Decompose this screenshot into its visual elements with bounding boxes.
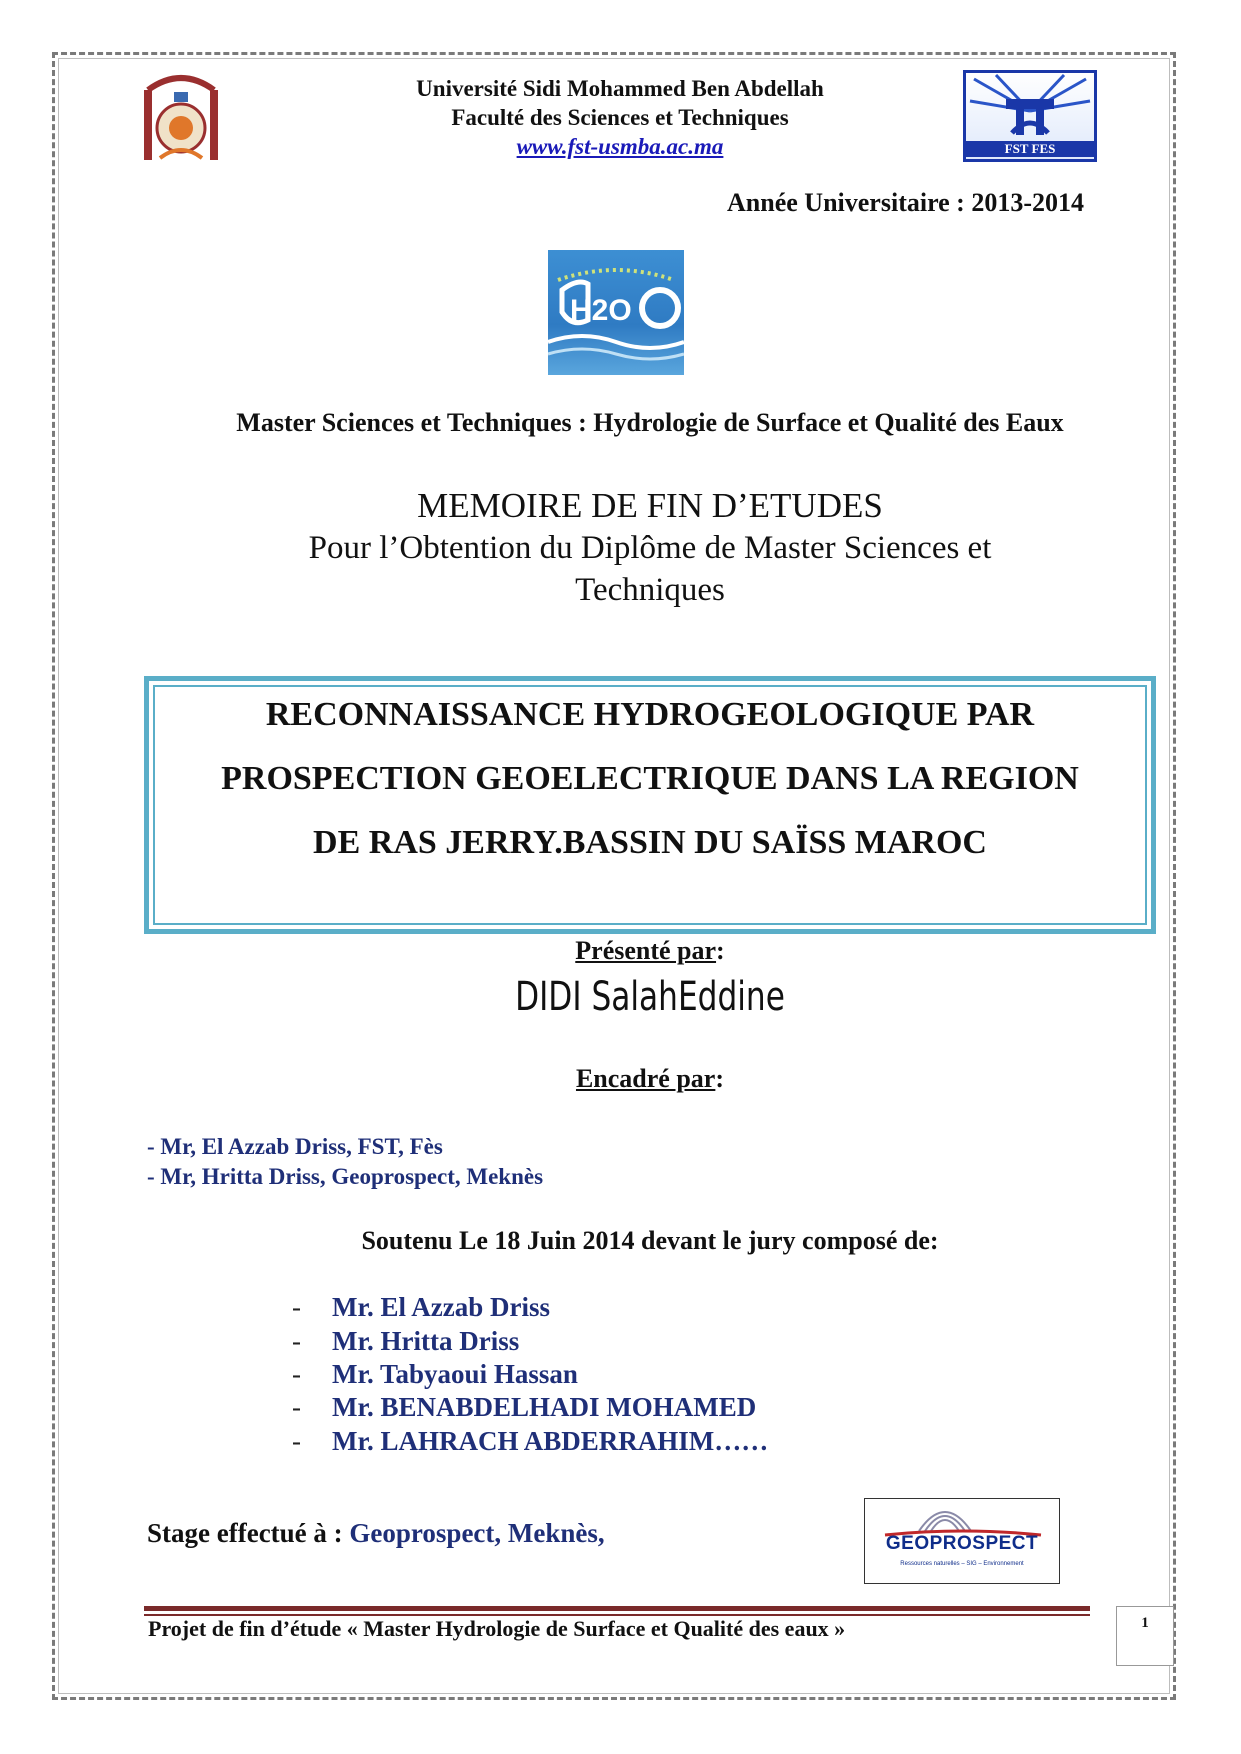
internship-place: Geoprospect, Meknès, xyxy=(349,1518,605,1548)
page-number-box xyxy=(1116,1606,1174,1666)
master-program: Master Sciences et Techniques : Hydrologie de Surface et Qualité des Eaux xyxy=(236,408,1064,437)
h2o-logo-text: H2O xyxy=(570,294,632,327)
internship-line xyxy=(147,1518,605,1549)
presented-by-label: Présenté par xyxy=(575,936,717,965)
fst-logo-caption: FST FES xyxy=(966,141,1094,157)
jury-dash: - xyxy=(292,1292,301,1322)
geoprospect-logo xyxy=(864,1498,1060,1584)
thesis-title-line1: RECONNAISSANCE HYDROGEOLOGIQUE PAR xyxy=(265,696,1035,733)
fst-fes-logo xyxy=(963,70,1097,162)
memoire-subtitle-line2: Techniques xyxy=(575,572,725,608)
presented-by-heading xyxy=(144,936,1156,966)
supervised-by-colon: : xyxy=(715,1064,725,1093)
supervisor-item: - Mr, Hritta Driss, Geoprospect, Meknès xyxy=(147,1164,544,1189)
memoire-title: MEMOIRE DE FIN D’ETUDES xyxy=(417,486,883,525)
jury-member-name: Mr. BENABDELHADI MOHAMED xyxy=(332,1392,757,1422)
page-number: 1 xyxy=(1141,1615,1149,1631)
university-name: Université Sidi Mohammed Ben Abdellah xyxy=(416,76,824,101)
supervisor-item: - Mr, El Azzab Driss, FST, Fès xyxy=(147,1134,443,1159)
supervised-by-label: Encadré par xyxy=(575,1064,716,1093)
jury-dash: - xyxy=(292,1326,301,1356)
supervised-by-heading xyxy=(144,1064,1156,1094)
academic-year: Année Universitaire : 2013-2014 xyxy=(727,188,1084,217)
footer-rule xyxy=(144,1606,1090,1611)
jury-dash: - xyxy=(292,1359,301,1389)
university-crest-logo xyxy=(140,72,222,168)
footer-text: Projet de fin d’étude « Master Hydrologie de Surface et Qualité des eaux » xyxy=(148,1616,846,1641)
jury-dash: - xyxy=(292,1392,301,1422)
h2o-logo xyxy=(548,250,684,375)
jury-member-name: Mr. El Azzab Driss xyxy=(332,1292,550,1322)
defense-statement: Soutenu Le 18 Juin 2014 devant le jury composé de: xyxy=(361,1226,939,1255)
website-link[interactable]: www.fst-usmba.ac.ma xyxy=(516,134,724,159)
thesis-title-line2: PROSPECTION GEOELECTRIQUE DANS LA REGION xyxy=(221,760,1079,797)
jury-member-name: Mr. Tabyaoui Hassan xyxy=(332,1359,578,1389)
geoprospect-logo-tagline: Ressources naturelles – SIG – Environnement xyxy=(900,1561,1024,1567)
jury-dash: - xyxy=(292,1426,301,1456)
geoprospect-logo-name: GEOPROSPECT xyxy=(885,1533,1039,1554)
thesis-title-line3: DE RAS JERRY.BASSIN DU SAÏSS MAROC xyxy=(313,824,987,861)
memoire-subtitle-line1: Pour l’Obtention du Diplôme de Master Sciences et xyxy=(308,530,992,566)
internship-label: Stage effectué à : xyxy=(147,1518,343,1548)
author-name: DIDI SalahEddine xyxy=(515,974,785,1020)
presented-by-colon: : xyxy=(716,936,725,965)
website-link-wrapper xyxy=(300,132,940,161)
faculty-name: Faculté des Sciences et Techniques xyxy=(451,105,789,130)
jury-member-name: Mr. Hritta Driss xyxy=(332,1326,520,1356)
jury-member-name: Mr. LAHRACH ABDERRAHIM…… xyxy=(332,1426,769,1456)
